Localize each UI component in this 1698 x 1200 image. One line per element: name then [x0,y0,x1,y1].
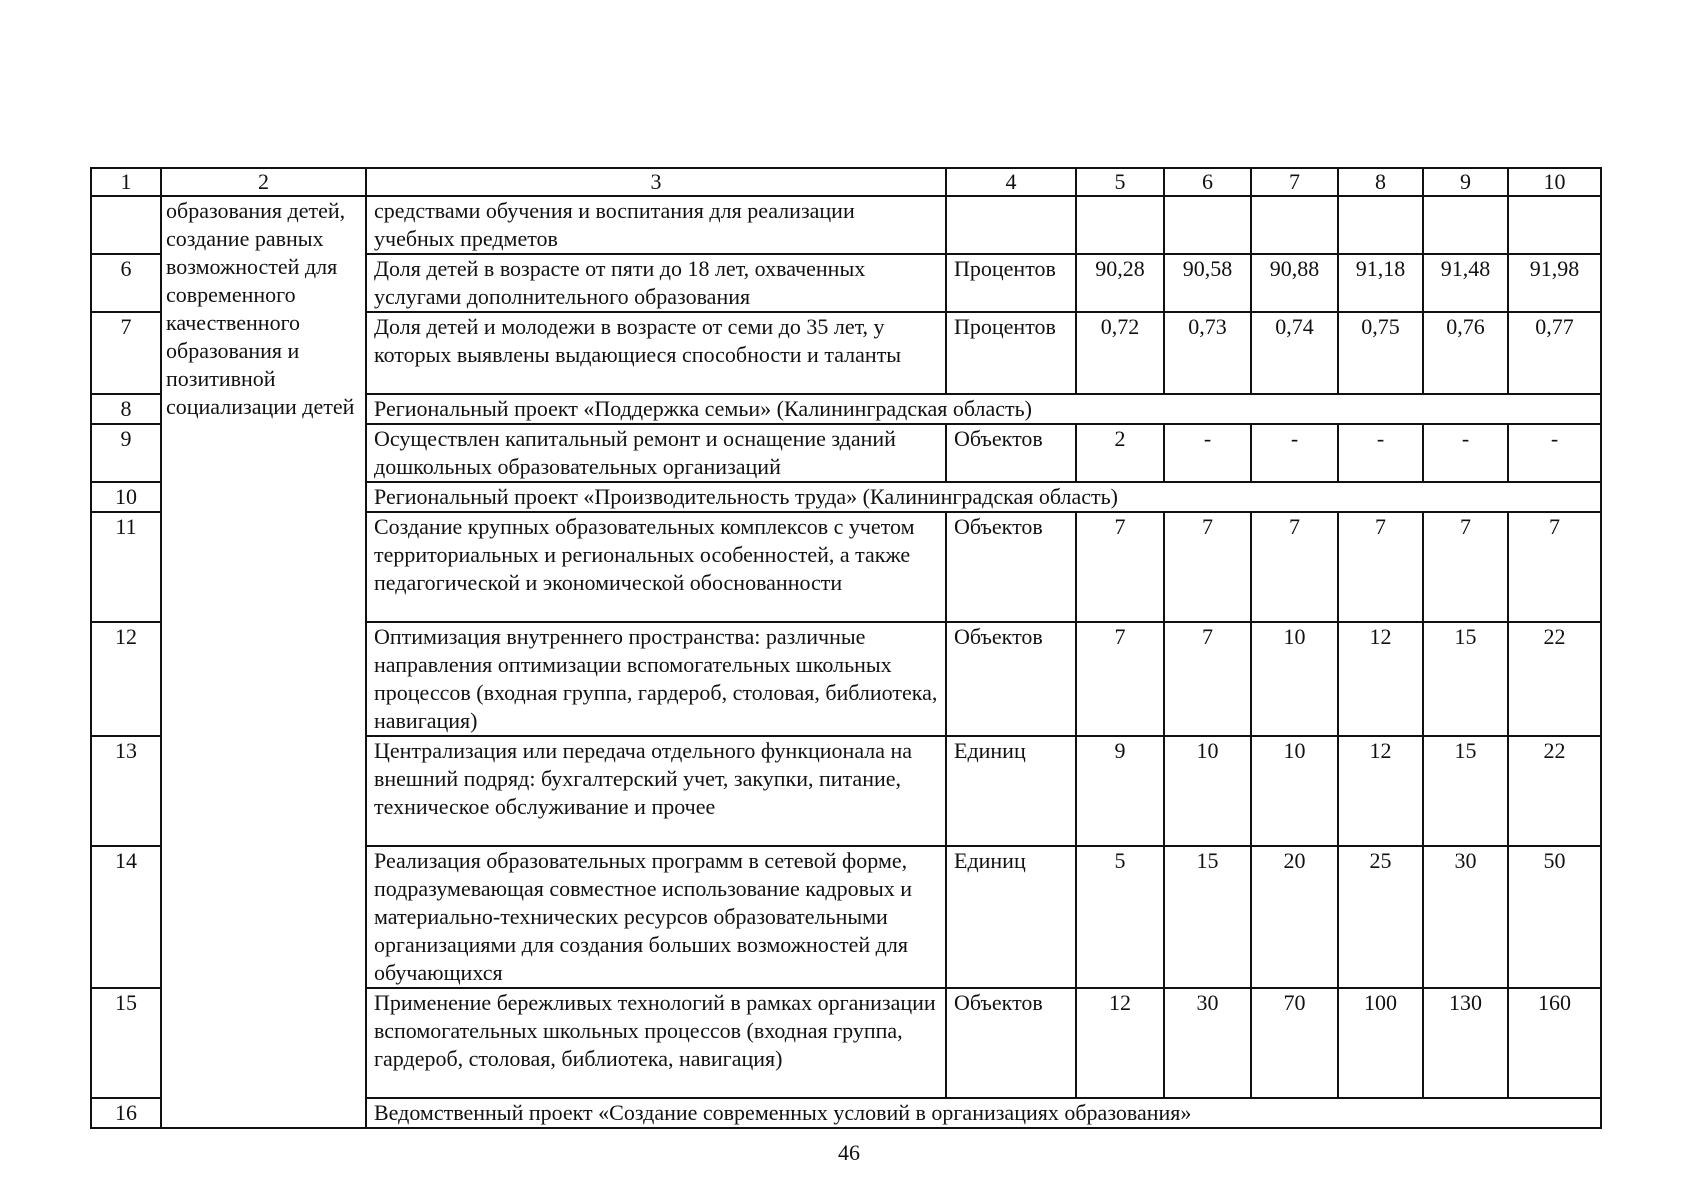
value-cell: 5 [1076,846,1164,988]
indicator-text-cell: Применение бережливых технологий в рамках организации вспомогательных школьных процессов (входная группа, гардероб, столовая, библиотека, навигация) [366,988,946,1098]
project-title-cell: Региональный проект «Поддержка семьи» (Калининградская область) [366,394,1601,424]
value-cell: 10 [1251,736,1338,846]
value-cell [1423,196,1508,254]
value-cell: 91,18 [1338,254,1423,312]
value-cell: 0,74 [1251,312,1338,394]
row-number-cell: 10 [91,482,161,512]
header-cell: 5 [1076,168,1164,196]
value-cell: 15 [1164,846,1251,988]
unit-cell: Единиц [946,846,1076,988]
indicator-text-cell: Создание крупных образовательных комплексов с учетом территориальных и региональных особенностей, а также педагогической и экономической обоснованности [366,512,946,622]
value-cell: 9 [1076,736,1164,846]
unit-cell: Объектов [946,622,1076,736]
value-cell: 70 [1251,988,1338,1098]
value-cell: 90,28 [1076,254,1164,312]
value-cell: 7 [1164,512,1251,622]
value-cell: - [1508,424,1601,482]
header-cell: 6 [1164,168,1251,196]
value-cell [1338,196,1423,254]
value-cell: 12 [1338,736,1423,846]
project-title-cell: Ведомственный проект «Создание современных условий в организациях образования» [366,1098,1601,1128]
value-cell: 22 [1508,622,1601,736]
goal-text-cell: образования детей, создание равных возможностей для современного качественного образования и позитивной социализации детей [161,196,366,1128]
value-cell: - [1251,424,1338,482]
value-cell: 12 [1338,622,1423,736]
value-cell: - [1423,424,1508,482]
header-cell: 9 [1423,168,1508,196]
value-cell [1164,196,1251,254]
header-cell: 1 [91,168,161,196]
indicator-text-cell: Доля детей в возрасте от пяти до 18 лет, охваченных услугами дополнительного образования [366,254,946,312]
value-cell [1508,196,1601,254]
value-cell: 91,48 [1423,254,1508,312]
value-cell: 7 [1423,512,1508,622]
value-cell: 0,72 [1076,312,1164,394]
value-cell: 10 [1164,736,1251,846]
value-cell: 0,75 [1338,312,1423,394]
value-cell: 20 [1251,846,1338,988]
row-number-cell: 16 [91,1098,161,1128]
header-cell: 4 [946,168,1076,196]
value-cell: 25 [1338,846,1423,988]
row-number-cell: 6 [91,254,161,312]
value-cell: 130 [1423,988,1508,1098]
header-cell: 2 [161,168,366,196]
indicator-text-cell: Реализация образовательных программ в сетевой форме, подразумевающая совместное использование кадровых и материально-технических ресурсов образовательными организациями для создания больших возможностей для обучающихся [366,846,946,988]
value-cell: 91,98 [1508,254,1601,312]
indicator-row [91,196,1601,254]
header-cell: 3 [366,168,946,196]
value-cell: 7 [1251,512,1338,622]
value-cell: 50 [1508,846,1601,988]
value-cell: 100 [1338,988,1423,1098]
unit-cell [946,196,1076,254]
indicators-table [90,167,1602,1129]
page-number: 46 [838,1140,860,1165]
header-row [91,168,1601,196]
project-title-cell: Региональный проект «Производительность труда» (Калининградская область) [366,482,1601,512]
header-cell: 7 [1251,168,1338,196]
value-cell: 0,73 [1164,312,1251,394]
value-cell: - [1164,424,1251,482]
unit-cell: Объектов [946,424,1076,482]
indicator-text-cell: Централизация или передача отдельного функционала на внешний подряд: бухгалтерский учет, закупки, питание, техническое обслуживание и прочее [366,736,946,846]
value-cell: 160 [1508,988,1601,1098]
value-cell: 7 [1076,512,1164,622]
value-cell: 15 [1423,736,1508,846]
value-cell: 90,88 [1251,254,1338,312]
value-cell: 0,77 [1508,312,1601,394]
row-number-cell: 11 [91,512,161,622]
value-cell: 12 [1076,988,1164,1098]
row-number-cell [91,196,161,254]
header-cell: 10 [1508,168,1601,196]
row-number-cell: 13 [91,736,161,846]
row-number-cell: 7 [91,312,161,394]
row-number-cell: 8 [91,394,161,424]
row-number-cell: 12 [91,622,161,736]
value-cell: - [1338,424,1423,482]
indicators-table-wrapper [90,167,1600,1129]
value-cell [1251,196,1338,254]
value-cell: 15 [1423,622,1508,736]
indicator-text-cell: средствами обучения и воспитания для реализации учебных предметов [366,196,946,254]
unit-cell: Объектов [946,988,1076,1098]
unit-cell: Процентов [946,254,1076,312]
row-number-cell: 9 [91,424,161,482]
value-cell: 2 [1076,424,1164,482]
value-cell: 30 [1164,988,1251,1098]
indicator-text-cell: Осуществлен капитальный ремонт и оснащение зданий дошкольных образовательных организаций [366,424,946,482]
unit-cell: Объектов [946,512,1076,622]
unit-cell: Единиц [946,736,1076,846]
value-cell [1076,196,1164,254]
value-cell: 0,76 [1423,312,1508,394]
value-cell: 10 [1251,622,1338,736]
value-cell: 30 [1423,846,1508,988]
unit-cell: Процентов [946,312,1076,394]
indicator-text-cell: Оптимизация внутреннего пространства: различные направления оптимизации вспомогательных школьных процессов (входная группа, гардероб, столовая, библиотека, навигация) [366,622,946,736]
row-number-cell: 14 [91,846,161,988]
value-cell: 7 [1508,512,1601,622]
header-cell: 8 [1338,168,1423,196]
value-cell: 7 [1164,622,1251,736]
row-number-cell: 15 [91,988,161,1098]
value-cell: 7 [1076,622,1164,736]
value-cell: 7 [1338,512,1423,622]
value-cell: 90,58 [1164,254,1251,312]
value-cell: 22 [1508,736,1601,846]
indicator-text-cell: Доля детей и молодежи в возрасте от семи до 35 лет, у которых выявлены выдающиеся способности и таланты [366,312,946,394]
